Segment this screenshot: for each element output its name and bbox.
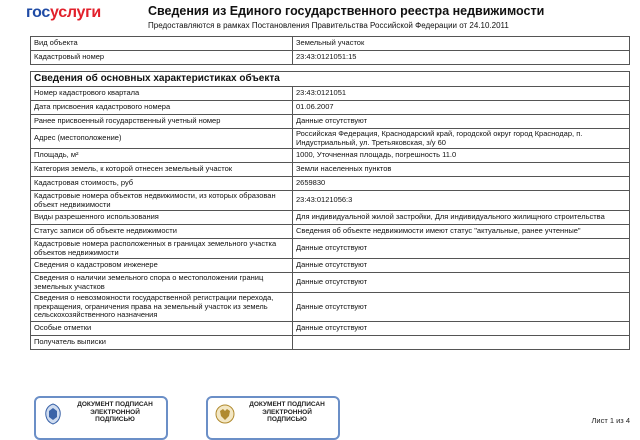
row-label: Виды разрешенного использования <box>31 211 293 225</box>
row-label: Номер кадастрового квартала <box>31 87 293 101</box>
stamp-line: ПОДПИСЬЮ <box>95 416 135 423</box>
table-row <box>31 129 630 149</box>
row-label: Кадастровый номер <box>31 51 293 65</box>
row-value: Земельный участок <box>293 37 630 51</box>
table-row <box>31 101 630 115</box>
stamp-line: ЭЛЕКТРОННОЙ <box>262 408 312 416</box>
row-value: Данные отсутствуют <box>293 321 630 335</box>
egrn-table <box>30 36 629 350</box>
gosuslugi-logo <box>26 4 101 22</box>
table-row <box>31 293 630 322</box>
signature-stamp-1 <box>34 396 168 440</box>
table-row <box>31 259 630 273</box>
table-row <box>31 115 630 129</box>
row-value: 01.06.2007 <box>293 101 630 115</box>
row-label: Статус записи об объекте недвижимости <box>31 225 293 239</box>
row-value <box>293 335 630 349</box>
row-value: Данные отсутствуют <box>293 293 630 322</box>
row-value: Данные отсутствуют <box>293 259 630 273</box>
row-label: Вид объекта <box>31 37 293 51</box>
row-label: Площадь, м² <box>31 149 293 163</box>
section-title: Сведения об основных характеристиках объекта <box>31 72 630 87</box>
table-row <box>31 191 630 211</box>
row-label: Особые отметки <box>31 321 293 335</box>
table-row <box>31 51 630 65</box>
document-title: Сведения из Единого государственного реестра недвижимости <box>148 4 545 18</box>
logo-part-uslugi: услуги <box>50 4 101 21</box>
row-label: Кадастровые номера объектов недвижимости, из которых образован объект недвижимости <box>31 191 293 211</box>
row-value: Данные отсутствуют <box>293 115 630 129</box>
coat-of-arms-icon <box>214 402 236 426</box>
row-value: Российская Федерация, Краснодарский край, городской округ город Краснодар, п. Индустриальный, ул. Третьяковская, з/у 60 <box>293 129 630 149</box>
row-value: Для индивидуальной жилой застройки, Для индивидуального жилищного строительства <box>293 211 630 225</box>
logo-part-gos: гос <box>26 4 51 21</box>
row-label: Кадастровые номера расположенных в границах земельного участка объектов недвижимости <box>31 239 293 259</box>
row-value: 1000, Уточненная площадь, погрешность 11.0 <box>293 149 630 163</box>
table-row <box>31 37 630 51</box>
row-label: Адрес (местоположение) <box>31 129 293 149</box>
row-label: Дата присвоения кадастрового номера <box>31 101 293 115</box>
stamp-line: ДОКУМЕНТ ПОДПИСАН <box>249 401 325 408</box>
row-value: Данные отсутствуют <box>293 239 630 259</box>
document-header <box>0 0 640 34</box>
table-row <box>31 335 630 349</box>
stamp-line: ДОКУМЕНТ ПОДПИСАН <box>77 401 153 408</box>
row-label: Категория земель, к которой отнесен земельный участок <box>31 163 293 177</box>
document-subtitle: Предоставляются в рамках Постановления Правительства Российской Федерации от 24.10.2011 <box>148 21 509 30</box>
row-value: Земли населенных пунктов <box>293 163 630 177</box>
stamp-text <box>242 401 332 424</box>
row-label: Кадастровая стоимость, руб <box>31 177 293 191</box>
row-label: Сведения о кадастровом инженере <box>31 259 293 273</box>
table-row <box>31 273 630 293</box>
table-row <box>31 225 630 239</box>
page-number: Лист 1 из 4 <box>591 416 630 425</box>
stamp-line: ПОДПИСЬЮ <box>267 416 307 423</box>
row-label: Получатель выписки <box>31 335 293 349</box>
stamp-text <box>70 401 160 424</box>
table-row <box>31 163 630 177</box>
row-label: Сведения о наличии земельного спора о местоположении границ земельных участков <box>31 273 293 293</box>
section-header <box>31 72 630 87</box>
row-label: Сведения о невозможности государственной регистрации перехода, прекращения, ограничения права на земельный участок из земель сельскохозяйственного назначения <box>31 293 293 322</box>
table-row <box>31 177 630 191</box>
table-row <box>31 321 630 335</box>
row-label: Ранее присвоенный государственный учетный номер <box>31 115 293 129</box>
row-value: 23:43:0121056:3 <box>293 191 630 211</box>
rosreestr-emblem-icon <box>42 402 64 426</box>
stamp-line: ЭЛЕКТРОННОЙ <box>90 408 140 416</box>
row-value: 23:43:0121051 <box>293 87 630 101</box>
table-row <box>31 149 630 163</box>
table-row <box>31 87 630 101</box>
row-value: 2659830 <box>293 177 630 191</box>
table-row <box>31 239 630 259</box>
row-value: Сведения об объекте недвижимости имеют статус "актуальные, ранее учтенные" <box>293 225 630 239</box>
row-value: 23:43:0121051:15 <box>293 51 630 65</box>
row-value: Данные отсутствуют <box>293 273 630 293</box>
signature-stamp-2 <box>206 396 340 440</box>
table-row <box>31 211 630 225</box>
